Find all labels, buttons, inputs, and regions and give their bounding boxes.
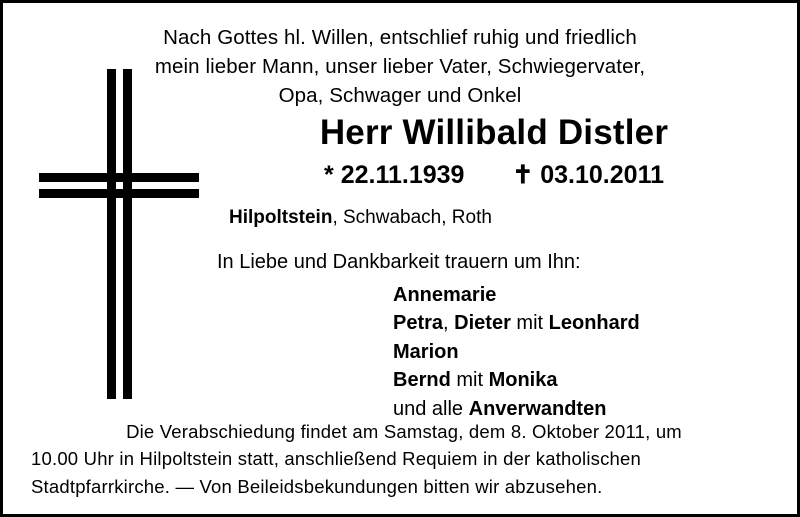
mourner-name: Leonhard (548, 312, 640, 335)
place-primary: Hilpoltstein (229, 207, 333, 228)
mourner-sep: , (443, 312, 455, 335)
mourner-name: Dieter (454, 312, 511, 335)
mourner-sep: mit (450, 369, 489, 392)
body-area (215, 113, 773, 423)
cross-vertical-bar-left (107, 69, 116, 399)
place-rest: , Schwabach, Roth (332, 207, 492, 228)
cross-vertical-bar-right (123, 69, 132, 399)
mourner-lead: und alle (393, 397, 469, 420)
intro-line-2: mein lieber Mann, unser lieber Vater, Schwiegervater, (154, 55, 646, 79)
cross-horizontal-bar-bottom (39, 189, 199, 198)
mourner-name: Bernd (393, 369, 451, 392)
mourner-sep: mit (510, 312, 549, 335)
death-date: 03.10.2011 (540, 161, 664, 189)
birth-date: 22.11.1939 (340, 161, 465, 189)
list-item (393, 281, 773, 309)
footer-line-2: 10.00 Uhr in Hilpoltstein statt, anschließend Requiem in der katholischen (31, 448, 642, 470)
mourn-intro: In Liebe und Dankbarkeit trauern um Ihn: (217, 251, 581, 273)
mourner-name: Monika (488, 369, 558, 392)
cross-graphic (33, 63, 203, 403)
cross-icon (33, 63, 203, 403)
death-symbol: ✝ (512, 161, 534, 189)
list-item (393, 338, 773, 366)
places (215, 207, 773, 229)
funeral-details (31, 418, 777, 500)
mourner-name: Petra (393, 312, 444, 335)
list-item (393, 366, 773, 394)
mourner-name: Anverwandten (468, 397, 607, 420)
footer-line-3: Stadtpfarrkirche. — Von Beileidsbekundungen bitten wir abzusehen. (31, 475, 603, 497)
intro-line-1: Nach Gottes hl. Willen, entschlief ruhig und friedlich (163, 26, 637, 49)
mourner-list (215, 281, 773, 423)
intro-line-3: Opa, Schwager und Onkel (278, 84, 522, 108)
list-item (393, 309, 773, 337)
cross-horizontal-bar-top (39, 173, 199, 182)
footer-line-1: Die Verabschiedung findet am Samstag, dem 8. Oktober 2011, um (126, 420, 682, 442)
life-dates (215, 160, 773, 190)
mourner-name: Annemarie (393, 284, 497, 306)
notice-inner (3, 3, 797, 514)
birth-symbol: * (324, 161, 334, 189)
mourner-name: Marion (393, 340, 459, 363)
deceased-name: Herr Willibald Distler (319, 113, 669, 152)
